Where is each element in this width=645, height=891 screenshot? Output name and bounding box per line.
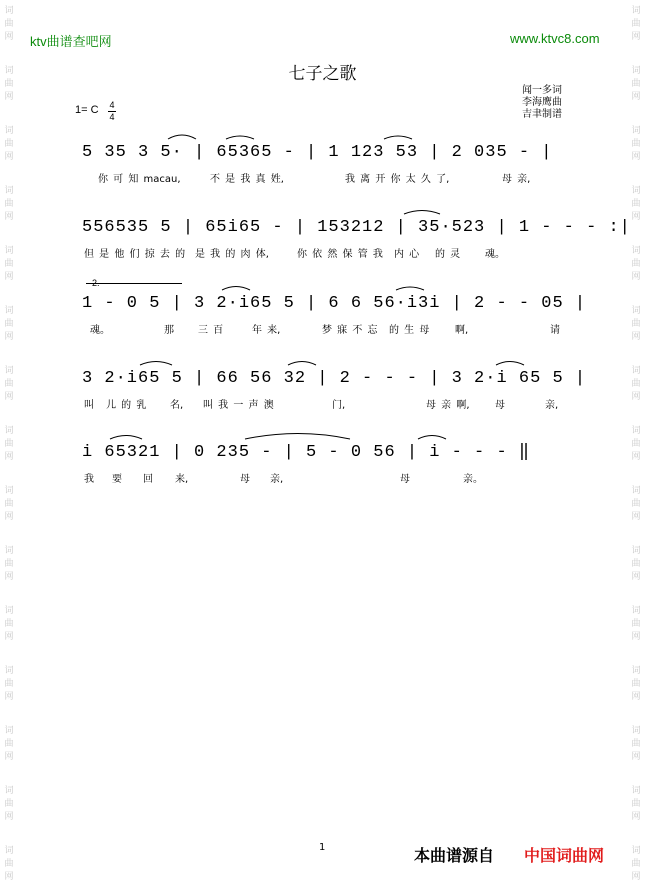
credit-lyricist: 闻一多词	[522, 85, 562, 96]
watermark-char: 词	[631, 726, 641, 736]
lyric-segment: 名,	[170, 400, 184, 411]
watermark-char: 网	[631, 632, 641, 642]
lyric-segment: 你 可 知 macau,	[98, 174, 181, 185]
watermark-char: 曲	[4, 799, 14, 809]
watermark-char: 词	[4, 486, 14, 496]
watermark-char: 词	[631, 426, 641, 436]
watermark-char: 网	[631, 452, 641, 462]
watermark-char: 曲	[631, 199, 641, 209]
watermark-char: 网	[631, 332, 641, 342]
watermark-char: 词	[631, 486, 641, 496]
watermark-char: 网	[4, 512, 14, 522]
watermark-char: 词	[4, 66, 14, 76]
watermark-char: 曲	[631, 379, 641, 389]
watermark-char: 词	[631, 6, 641, 16]
watermark-char: 曲	[631, 679, 641, 689]
site-link-left[interactable]: ktv曲谱查吧网	[30, 34, 112, 49]
watermark-char: 曲	[4, 259, 14, 269]
watermark-char: 词	[4, 306, 14, 316]
watermark-char: 曲	[631, 739, 641, 749]
watermark-char: 网	[631, 152, 641, 162]
watermark-char: 曲	[4, 79, 14, 89]
lyric-segment: 叫	[84, 400, 94, 411]
watermark-char: 曲	[631, 439, 641, 449]
lyric-segment: 儿 的 乳	[106, 400, 147, 411]
watermark-char: 词	[4, 726, 14, 736]
watermark-char: 网	[631, 872, 641, 882]
watermark-char: 网	[4, 332, 14, 342]
watermark-char: 词	[4, 606, 14, 616]
lyric-segment: 母 亲,	[502, 174, 531, 185]
watermark-char: 词	[4, 366, 14, 376]
watermark-char: 曲	[631, 619, 641, 629]
lyric-segment: 母	[240, 474, 250, 485]
watermark-char: 词	[631, 606, 641, 616]
lyric-segment: 来,	[175, 474, 189, 485]
watermark-char: 词	[4, 666, 14, 676]
lyric-segment: 梦 寐 不 忘	[322, 325, 378, 336]
watermark-char: 词	[631, 666, 641, 676]
lyric-segment: 年 来,	[252, 325, 281, 336]
watermark-char: 网	[4, 272, 14, 282]
watermark-char: 曲	[631, 19, 641, 29]
watermark-char: 曲	[631, 259, 641, 269]
lyric-segment: 母	[400, 474, 410, 485]
watermark-char: 词	[631, 306, 641, 316]
watermark-char: 曲	[4, 559, 14, 569]
watermark-char: 网	[4, 212, 14, 222]
key-signature: 1= C	[75, 104, 99, 116]
time-signature	[108, 101, 116, 122]
watermark-char: 词	[4, 6, 14, 16]
lyric-segment: 你 依 然 保 管 我	[297, 249, 383, 260]
watermark-char: 词	[4, 186, 14, 196]
watermark-char: 词	[631, 186, 641, 196]
watermark-char: 曲	[4, 739, 14, 749]
page-number: 1	[319, 842, 326, 853]
watermark-char: 曲	[4, 499, 14, 509]
lyric-segment: 母 亲 啊,	[426, 400, 470, 411]
watermark-char: 网	[631, 92, 641, 102]
lyric-segment: 门,	[332, 400, 346, 411]
watermark-char: 曲	[4, 199, 14, 209]
lyric-segment: 亲。	[463, 474, 483, 485]
lyric-segment: 啊,	[455, 325, 469, 336]
watermark-char: 词	[631, 126, 641, 136]
watermark-char: 网	[4, 32, 14, 42]
watermark-char: 网	[4, 92, 14, 102]
watermark-char: 曲	[4, 859, 14, 869]
watermark-char: 词	[4, 246, 14, 256]
lyric-segment: 的 灵	[435, 249, 461, 260]
watermark-char: 网	[631, 512, 641, 522]
watermark-char: 网	[4, 872, 14, 882]
staff-line-2: 556535 5 | 65i65 - | 153212 | 35·523 | 1 - - - :|	[82, 218, 631, 237]
watermark-char: 词	[4, 546, 14, 556]
watermark-char: 曲	[4, 19, 14, 29]
lyric-segment: 请	[550, 325, 560, 336]
lyric-segment: 的 生 母	[389, 325, 430, 336]
watermark-char: 词	[631, 66, 641, 76]
lyric-segment: 母	[495, 400, 505, 411]
watermark-char: 网	[4, 392, 14, 402]
watermark-char: 网	[4, 752, 14, 762]
watermark-char: 曲	[631, 139, 641, 149]
lyric-segment: 不 是 我 真 姓,	[210, 174, 284, 185]
time-signature-top: 4	[109, 100, 115, 110]
watermark-char: 曲	[631, 319, 641, 329]
watermark-char: 曲	[4, 379, 14, 389]
watermark-char: 词	[631, 846, 641, 856]
volta-bracket	[86, 283, 182, 284]
staff-line-3: 1 - 0 5 | 3 2·i65 5 | 6 6 56·i3i | 2 - - 05 |	[82, 294, 587, 313]
watermark-char: 词	[631, 246, 641, 256]
watermark-char: 词	[4, 426, 14, 436]
lyric-segment: 魂。	[90, 325, 110, 336]
lyric-segment: 但 是 他 们 掠 去 的	[84, 249, 186, 260]
song-title: 七子之歌	[288, 64, 357, 84]
site-link-right[interactable]: www.ktvc8.com	[510, 31, 600, 46]
watermark-char: 网	[631, 692, 641, 702]
watermark-char: 网	[631, 272, 641, 282]
lyric-segment: 三 百	[198, 325, 224, 336]
watermark-char: 网	[4, 692, 14, 702]
watermark-char: 曲	[631, 499, 641, 509]
lyric-segment: 我	[84, 474, 94, 485]
lyric-segment: 我 离 开 你 太 久 了,	[345, 174, 450, 185]
watermark-char: 词	[631, 786, 641, 796]
song-credits	[522, 85, 562, 121]
watermark-char: 网	[631, 572, 641, 582]
credit-transcriber: 吉聿制谱	[522, 109, 562, 120]
watermark-char: 词	[4, 846, 14, 856]
watermark-char: 曲	[4, 679, 14, 689]
watermark-char: 网	[4, 452, 14, 462]
watermark-char: 网	[4, 812, 14, 822]
lyric-segment: 要	[112, 474, 122, 485]
watermark-char: 网	[631, 32, 641, 42]
credit-composer: 李海鹰曲	[522, 97, 562, 108]
lyric-segment: 内 心	[394, 249, 420, 260]
watermark-char: 网	[631, 212, 641, 222]
lyric-segment: 回	[143, 474, 153, 485]
lyric-segment: 亲,	[545, 400, 559, 411]
staff-line-1: 5 35 3 5· | 65365 - | 1 123 53 | 2 035 - |	[82, 143, 553, 162]
watermark-char: 词	[4, 786, 14, 796]
watermark-right	[629, 0, 643, 891]
watermark-char: 曲	[631, 859, 641, 869]
watermark-char: 网	[631, 812, 641, 822]
watermark-char: 网	[631, 392, 641, 402]
staff-line-5: i 65321 | 0 235 - | 5 - 0 56 | i - - - ‖	[82, 443, 531, 462]
footer-source-site[interactable]: 中国词曲网	[524, 846, 605, 865]
watermark-left	[2, 0, 16, 891]
watermark-char: 曲	[4, 439, 14, 449]
lyric-segment: 是 我 的 肉 体,	[195, 249, 269, 260]
watermark-char: 曲	[4, 139, 14, 149]
watermark-char: 网	[4, 152, 14, 162]
lyric-segment: 那	[164, 325, 174, 336]
lyric-segment: 叫 我 一 声 澳	[203, 400, 274, 411]
watermark-char: 网	[4, 572, 14, 582]
lyric-segment: 魂。	[485, 249, 505, 260]
watermark-char: 网	[631, 752, 641, 762]
staff-line-4: 3 2·i65 5 | 66 56 32 | 2 - - - | 3 2·i 65 5 |	[82, 369, 587, 388]
footer-source-text: 本曲谱源自	[414, 846, 495, 865]
volta-label: 2.	[92, 278, 100, 288]
watermark-char: 曲	[631, 79, 641, 89]
time-signature-bottom: 4	[109, 112, 115, 122]
watermark-char: 词	[631, 546, 641, 556]
lyric-segment: 亲,	[270, 474, 284, 485]
watermark-char: 曲	[631, 799, 641, 809]
watermark-char: 网	[4, 632, 14, 642]
watermark-char: 词	[631, 366, 641, 376]
watermark-char: 曲	[4, 319, 14, 329]
watermark-char: 曲	[4, 619, 14, 629]
watermark-char: 词	[4, 126, 14, 136]
watermark-char: 曲	[631, 559, 641, 569]
